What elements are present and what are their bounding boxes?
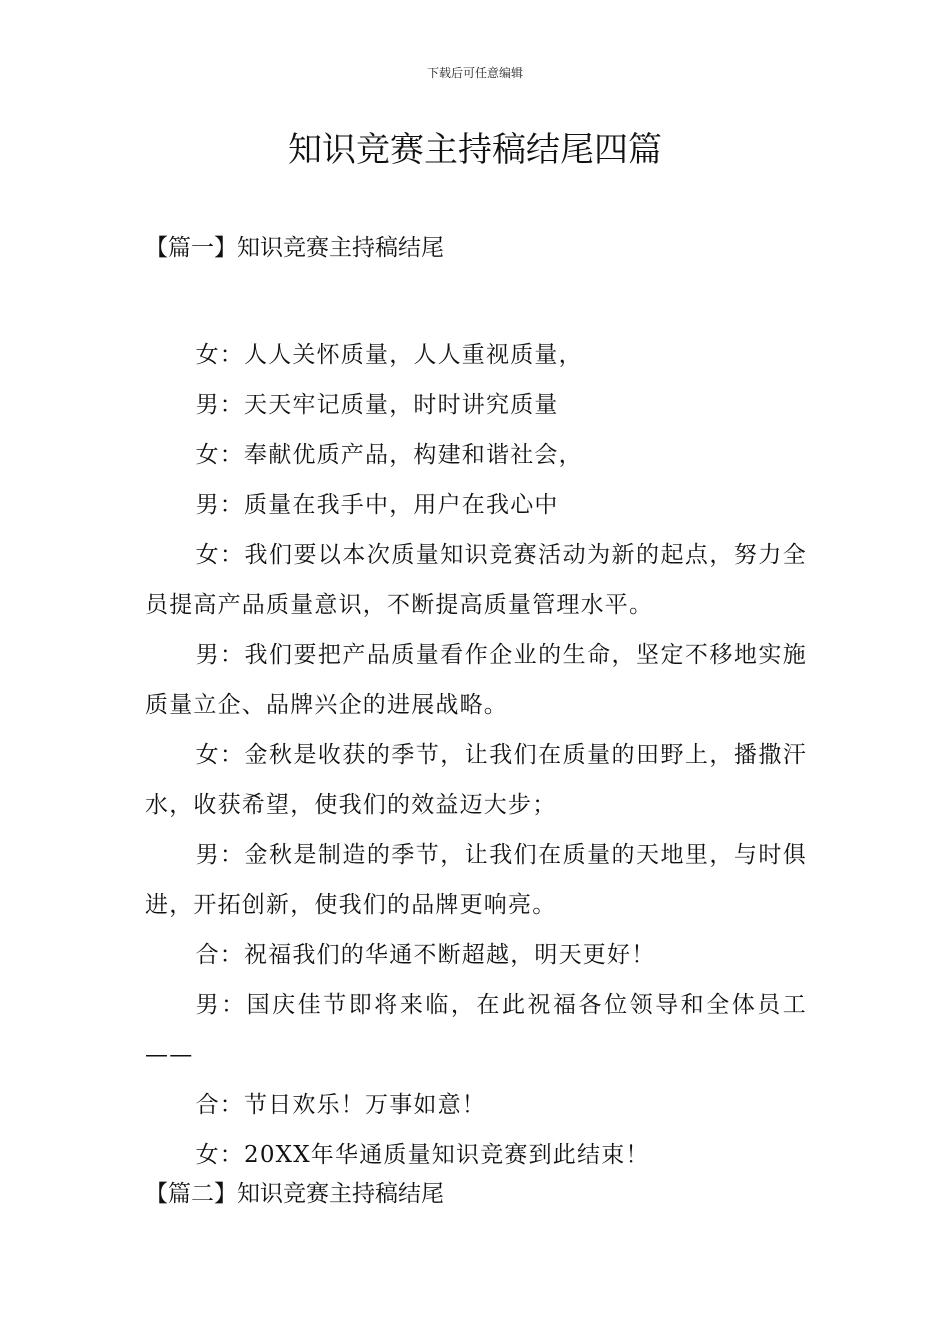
dialogue-line: 合：节日欢乐！万事如意！ — [195, 1092, 486, 1118]
dialogue-line: 女：我们要以本次质量知识竞赛活动为新的起点，努力全员提高产品质量意识，不断提高质量管理水平。 — [145, 542, 807, 618]
dialogue-line: 女：金秋是收获的季节，让我们在质量的田野上，播撒汗水，收获希望，使我们的效益迈大步； — [145, 742, 807, 818]
dialogue-line: 男：我们要把产品质量看作企业的生命，坚定不移地实施质量立企、品牌兴企的进展战略。 — [145, 642, 807, 718]
document-title: 知识竞赛主持稿结尾四篇 — [288, 130, 662, 170]
dialogue-line: 女：奉献优质产品，构建和谐社会， — [195, 442, 583, 468]
header-note: 下载后可任意编辑 — [426, 66, 523, 80]
dialogue-line: 男：金秋是制造的季节，让我们在质量的天地里，与时俱进，开拓创新，使我们的品牌更响亮。 — [145, 842, 807, 918]
section-1-body — [145, 330, 807, 1180]
section-heading-2: 【篇二】知识竞赛主持稿结尾 — [145, 1181, 444, 1207]
dialogue-line: 男：天天牢记质量，时时讲究质量 — [195, 392, 559, 418]
section-heading-1: 【篇一】知识竞赛主持稿结尾 — [145, 235, 444, 261]
dialogue-line: 女：20XX年华通质量知识竞赛到此结束！ — [195, 1142, 650, 1168]
dialogue-line: 男：国庆佳节即将来临，在此祝福各位领导和全体员工—— — [145, 992, 807, 1068]
dialogue-line: 合：祝福我们的华通不断超越，明天更好！ — [195, 942, 656, 968]
dialogue-line: 女：人人关怀质量，人人重视质量， — [195, 342, 583, 368]
dialogue-line: 男：质量在我手中，用户在我心中 — [195, 492, 559, 518]
